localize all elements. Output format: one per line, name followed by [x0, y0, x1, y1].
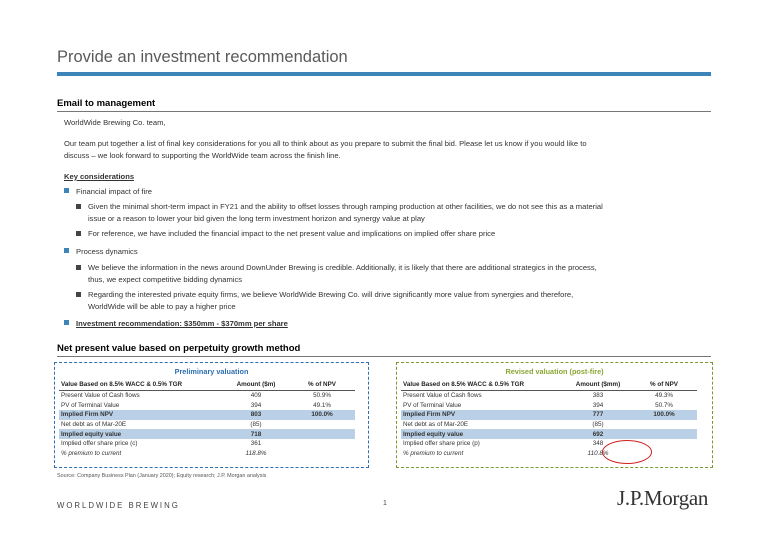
sub-bullet — [76, 262, 704, 285]
key-considerations-heading: Key considerations — [64, 172, 135, 181]
table-row — [401, 439, 697, 449]
sub-bullet — [76, 228, 704, 240]
row-label: % premium to current — [403, 450, 464, 458]
footer-company-name: WORLDWIDE BREWING — [57, 501, 180, 510]
row-pct — [289, 420, 355, 430]
bullet-financial-impact — [64, 186, 152, 198]
row-pct: 100.0% — [631, 410, 697, 420]
row-amount: (85) — [592, 421, 604, 429]
bullet-square-icon — [64, 320, 69, 325]
row-label: Implied Firm NPV — [59, 410, 223, 420]
bullet-process-dynamics — [64, 246, 138, 258]
page-title: Provide an investment recommendation — [57, 48, 348, 66]
email-greeting: WorldWide Brewing Co. team, — [64, 118, 166, 127]
table-row-highlighted — [59, 429, 355, 439]
table-row — [59, 400, 355, 410]
table-row — [59, 439, 355, 449]
row-pct — [289, 449, 355, 459]
sub-bullet-square-icon — [76, 265, 81, 270]
sub-bullet-square-icon — [76, 231, 81, 236]
preliminary-valuation-title: Preliminary valuation — [174, 367, 249, 376]
row-label: PV of Terminal Value — [61, 401, 120, 409]
row-amount: 383 — [592, 392, 604, 400]
table-header: Amount ($mm) — [565, 380, 631, 390]
highlight-circle-annotation — [602, 440, 652, 464]
revised-valuation-table — [401, 380, 697, 459]
row-amount: 118.8% — [245, 450, 267, 458]
sub-bullet — [76, 289, 704, 312]
row-amount: 361 — [250, 440, 262, 448]
table-row — [59, 449, 355, 459]
jpmorgan-logo: J.P.Morgan — [617, 486, 709, 510]
row-pct — [631, 420, 697, 430]
table-row-highlighted — [401, 429, 697, 439]
preliminary-valuation-table — [59, 380, 355, 459]
row-amount: 409 — [250, 392, 262, 400]
row-pct: 49.1% — [313, 401, 331, 409]
email-intro — [64, 138, 704, 161]
email-divider — [57, 111, 711, 112]
row-label: Present Value of Cash flows — [61, 392, 140, 400]
row-label: Implied Firm NPV — [401, 410, 565, 420]
table-row — [401, 400, 697, 410]
row-amount: 394 — [592, 401, 604, 409]
npv-divider — [57, 356, 711, 357]
page-number: 1 — [383, 500, 387, 507]
sub-bullet-line: WorldWide will be able to pay a higher price — [88, 301, 236, 311]
sub-bullet-line: thus, we expect competitive bidding dynamics — [88, 274, 243, 284]
table-header: Value Based on 8.5% WACC & 0.5% TGR — [401, 380, 565, 390]
table-row-highlighted — [59, 410, 355, 420]
row-label: Present Value of Cash flows — [403, 392, 482, 400]
source-note: Source: Company Business Plan (January 2020); Equity research; J.P. Morgan analysis — [57, 473, 267, 479]
table-header: % of NPV — [289, 380, 355, 390]
table-row — [59, 420, 355, 430]
row-pct — [289, 439, 355, 449]
sub-bullet-square-icon — [76, 292, 81, 297]
bullet-label: Process dynamics — [76, 247, 138, 256]
row-label: Implied equity value — [59, 429, 223, 439]
row-label: Implied equity value — [401, 429, 565, 439]
row-pct: 50.9% — [313, 392, 331, 400]
email-intro-line2: discuss – we look forward to supporting the WorldWide team across the finish line. — [64, 150, 341, 160]
sub-bullet-line: We believe the information in the news around DownUnder Brewing is credible. Additionally, it is likely that there are additional strategics in the process, — [88, 263, 597, 272]
title-accent-bar — [57, 72, 711, 76]
npv-heading: Net present value based on perpetuity growth method — [57, 343, 301, 354]
bullet-square-icon — [64, 248, 69, 253]
row-amount: 110.8% — [587, 450, 609, 458]
bullet-label: Financial impact of fire — [76, 187, 152, 196]
row-amount: 348 — [592, 440, 604, 448]
row-label: Net debt as of Mar-20E — [403, 421, 469, 429]
bullet-square-icon — [64, 188, 69, 193]
row-pct: 49.3% — [655, 392, 673, 400]
sub-bullet-line: Regarding the interested private equity firms, we believe WorldWide Brewing Co. will drive significantly more value from synergies and therefore, — [88, 290, 574, 299]
table-row — [401, 390, 697, 400]
row-amount: 777 — [565, 410, 631, 420]
row-label: % premium to current — [61, 450, 122, 458]
row-label: Implied offer share price (p) — [403, 440, 480, 448]
row-label: PV of Terminal Value — [403, 401, 462, 409]
row-amount: 394 — [250, 401, 262, 409]
investment-recommendation: Investment recommendation: $350mm - $370mm per share — [76, 319, 288, 328]
revised-valuation-box — [396, 362, 713, 468]
table-row-highlighted — [401, 410, 697, 420]
table-row — [401, 420, 697, 430]
bullet-recommendation — [64, 318, 288, 330]
preliminary-valuation-box — [54, 362, 369, 468]
sub-bullet-square-icon — [76, 204, 81, 209]
row-amount: (85) — [250, 421, 262, 429]
table-header: % of NPV — [631, 380, 697, 390]
sub-bullet — [76, 201, 704, 224]
row-pct: 100.0% — [289, 410, 355, 420]
row-pct — [631, 429, 697, 439]
row-pct — [289, 429, 355, 439]
row-label: Net debt as of Mar-20E — [61, 421, 127, 429]
revised-valuation-title: Revised valuation (post-fire) — [505, 367, 604, 376]
sub-bullet-line: Given the minimal short-term impact in FY21 and the ability to offset losses through ramping production at other facilities, we do not see this as a material — [88, 202, 603, 211]
row-pct: 50.7% — [655, 401, 673, 409]
email-heading: Email to management — [57, 98, 156, 109]
row-label: Implied offer share price (c) — [61, 440, 138, 448]
sub-bullet-line: For reference, we have included the financial impact to the net present value and implications on implied offer share price — [88, 229, 496, 238]
row-amount: 692 — [565, 429, 631, 439]
email-intro-line1: Our team put together a list of final key considerations for you all to think about as you prepare to submit the final bid. Please let us know if you would like to — [64, 139, 587, 148]
sub-bullet-line: issue or a reason to lower your bid given the long term investment horizon and synergy value at play — [88, 213, 425, 223]
row-amount: 803 — [223, 410, 289, 420]
table-row — [401, 449, 697, 459]
table-row — [59, 390, 355, 400]
table-header: Amount ($m) — [223, 380, 289, 390]
row-amount: 718 — [223, 429, 289, 439]
table-header: Value Based on 8.5% WACC & 0.5% TGR — [59, 380, 223, 390]
